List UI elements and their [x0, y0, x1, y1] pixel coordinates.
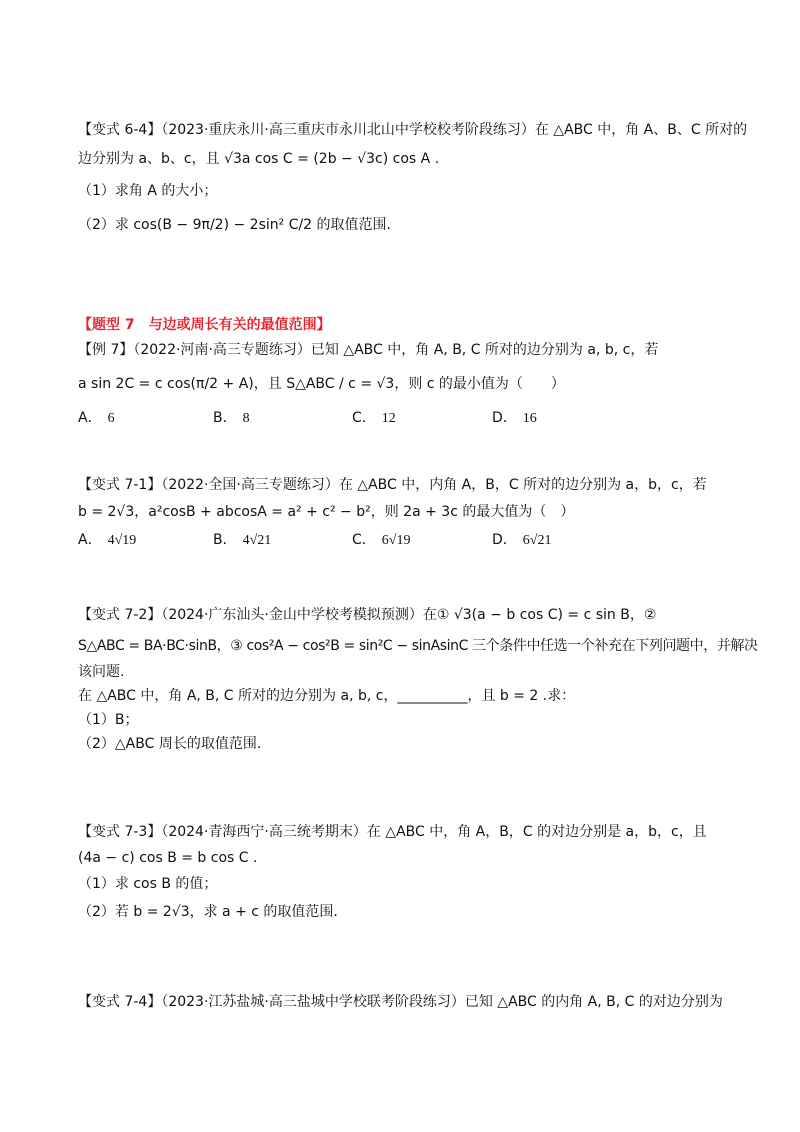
- v73-line2: (4a − c) cos B = b cos C .: [78, 850, 258, 866]
- v71-text1: （2022·全国·高三专题练习）在 △ABC 中，内角 A，B，C 所对的边分别为 a，b，c，若: [161, 477, 707, 493]
- v72-line4: 在 △ABC 中，角 A, B, C 所对的边分别为 a, b, c，__________，且 b = 2 .求：: [78, 688, 576, 704]
- v72-line2: S△ABC = BA·BC·sinB，③ cos²A − cos²B = sin²C − sinAsinC 三个条件中任选一个补充在下列问题中，并解决: [78, 638, 758, 654]
- v74-line1: [78, 992, 738, 1012]
- v74-head: 【变式 7-4】: [78, 994, 162, 1010]
- v64-head: 【变式 6-4】: [78, 122, 162, 138]
- v64-source: （2023·重庆永川·高三重庆市永川北山中学校校考阶段练习）: [161, 122, 535, 138]
- v72-q2: （2）△ABC 周长的取值范围.: [78, 736, 262, 752]
- option-label: D．: [492, 532, 517, 548]
- topic7-title: 【题型 7 与边或周长有关的最值范围】: [78, 317, 331, 333]
- option-label: C．: [352, 532, 376, 548]
- v73-line1: [78, 822, 738, 842]
- v73-q2: （2）若 b = 2√3，求 a + c 的取值范围.: [78, 904, 338, 920]
- ex7-line1: [78, 340, 738, 360]
- v72-text1: （2024·广东汕头·金山中学校考模拟预测）在① √3(a − b cos C) = c sin B，②: [161, 607, 657, 623]
- v71-line1: [78, 475, 738, 495]
- option-label: D．: [492, 410, 517, 426]
- option-value: 4√21: [242, 533, 272, 548]
- v71-head: 【变式 7-1】: [78, 477, 162, 493]
- v72-line3: 该问题.: [78, 664, 125, 680]
- option-value: 4√19: [107, 533, 137, 548]
- v64-line1-rest: 在 △ABC 中，角 A、B、C 所对的: [534, 122, 748, 138]
- ex7-option-c: [352, 408, 396, 429]
- v72-line1: [78, 605, 738, 625]
- option-label: A．: [78, 410, 102, 426]
- v64-line1: [78, 120, 748, 140]
- v71-option-c: [352, 530, 410, 551]
- option-label: B．: [213, 532, 237, 548]
- v64-q1: （1）求角 A 的大小；: [78, 183, 218, 199]
- v71-option-b: [213, 530, 271, 551]
- ex7-head: 【例 7】: [78, 342, 134, 358]
- option-value: 6√19: [381, 533, 411, 548]
- v72-head: 【变式 7-2】: [78, 607, 162, 623]
- option-value: 12: [381, 411, 396, 426]
- option-value: 6: [107, 411, 115, 426]
- v73-text1: （2024·青海西宁·高三统考期末）在 △ABC 中，角 A，B，C 的对边分别是 a，b，c，且: [161, 824, 707, 840]
- v71-option-a: [78, 530, 136, 551]
- v71-option-d: [492, 530, 551, 551]
- v64-line2: 边分别为 a、b、c，且 √3a cos C = (2b − √3c) cos A .: [78, 151, 440, 167]
- v74-text1: （2023·江苏盐城·高三盐城中学校联考阶段练习）已知 △ABC 的内角 A, B, C 的对边分别为: [161, 994, 723, 1010]
- ex7-option-a: [78, 408, 115, 429]
- option-value: 8: [242, 411, 250, 426]
- v72-q1: （1）B；: [78, 712, 139, 728]
- option-label: C．: [352, 410, 376, 426]
- v73-head: 【变式 7-3】: [78, 824, 162, 840]
- option-value: 6√21: [522, 533, 552, 548]
- v73-q1: （1）求 cos B 的值；: [78, 876, 218, 892]
- option-label: B．: [213, 410, 237, 426]
- ex7-option-d: [492, 408, 537, 429]
- option-label: A．: [78, 532, 102, 548]
- v71-line2: b = 2√3，a²cosB + abcosA = a² + c² − b²，则 2a + 3c 的最大值为（ ）: [78, 504, 575, 520]
- ex7-text1: （2022·河南·高三专题练习）已知 △ABC 中，角 A, B, C 所对的边分别为 a, b, c，若: [133, 342, 659, 358]
- option-value: 16: [522, 411, 537, 426]
- ex7-line2: a sin 2C = c cos(π/2 + A)，且 S△ABC / c = √3，则 c 的最小值为（ ）: [78, 376, 565, 392]
- ex7-option-b: [213, 408, 250, 429]
- v64-q2: （2）求 cos(B − 9π/2) − 2sin² C/2 的取值范围.: [78, 217, 391, 233]
